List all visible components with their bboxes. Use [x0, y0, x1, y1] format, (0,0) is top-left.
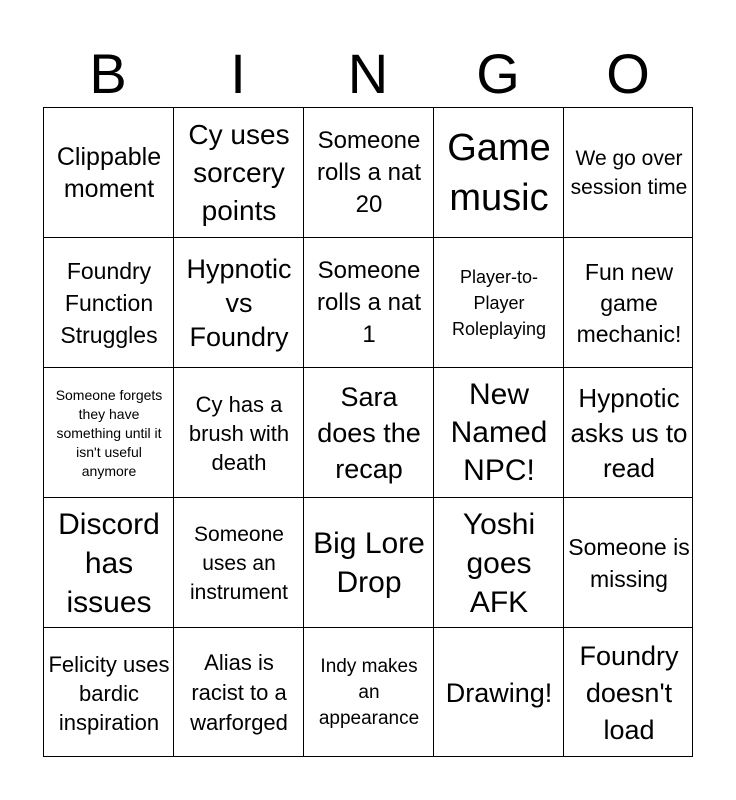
bingo-cell-text: Drawing! [445, 678, 553, 708]
bingo-cell-r1-c3[interactable] [304, 108, 434, 238]
bingo-cell-text: Cy uses sorcery points [188, 119, 290, 226]
bingo-cell-r5-c5[interactable] [564, 628, 694, 758]
bingo-cell-r2-c3[interactable] [304, 238, 434, 368]
bingo-cell-r2-c1[interactable] [44, 238, 174, 368]
bingo-cell-text: Big Lore Drop [313, 527, 425, 599]
bingo-cell-text: Someone is missing [568, 534, 690, 592]
bingo-cell-r5-c4[interactable] [434, 628, 564, 758]
bingo-cell-text: Game music [447, 127, 551, 219]
bingo-cell-text: Cy has a brush with death [188, 391, 290, 475]
bingo-cell-text: Foundry doesn't load [579, 640, 679, 745]
bingo-cell-r3-c4[interactable] [434, 368, 564, 498]
bingo-cell-text: Sara does the recap [317, 382, 421, 484]
bingo-cell-text: Fun new game mechanic! [576, 258, 682, 347]
bingo-cell-text: Someone rolls a nat 1 [316, 257, 422, 348]
bingo-cell-r3-c1[interactable] [44, 368, 174, 498]
bingo-cell-text: Someone rolls a nat 20 [316, 127, 422, 218]
bingo-cell-r1-c4[interactable] [434, 108, 564, 238]
bingo-cell-r4-c2[interactable] [174, 498, 304, 628]
header-letter-o: O [606, 42, 650, 105]
bingo-cell-r1-c2[interactable] [174, 108, 304, 238]
bingo-cell-text: Yoshi goes AFK [462, 507, 536, 619]
bingo-cell-text: New Named NPC! [450, 378, 548, 487]
bingo-cell-r5-c2[interactable] [174, 628, 304, 758]
bingo-cell-text: Hypnotic asks us to read [570, 382, 688, 483]
bingo-cell-text: Foundry Function Struggles [60, 258, 158, 348]
bingo-cell-r3-c3[interactable] [304, 368, 434, 498]
bingo-cell-r1-c5[interactable] [564, 108, 694, 238]
header-letter-i: I [230, 42, 246, 105]
bingo-cell-r4-c3[interactable] [304, 498, 434, 628]
bingo-cell-text: Hypnotic vs Foundry [186, 254, 292, 352]
bingo-cell-text: Indy makes an appearance [318, 656, 420, 729]
bingo-cell-text: Discord has issues [58, 507, 160, 619]
bingo-cell-text: Someone uses an instrument [189, 522, 289, 604]
bingo-cell-r4-c5[interactable] [564, 498, 694, 628]
bingo-cell-r4-c1[interactable] [44, 498, 174, 628]
bingo-cell-r5-c1[interactable] [44, 628, 174, 758]
bingo-cell-text: Someone forgets they have something until it isn't useful anymore [55, 386, 163, 479]
bingo-cell-r2-c2[interactable] [174, 238, 304, 368]
header-letter-b: B [89, 42, 127, 105]
bingo-cell-r3-c5[interactable] [564, 368, 694, 498]
bingo-card-grid [43, 107, 693, 757]
bingo-cell-r2-c5[interactable] [564, 238, 694, 368]
bingo-cell-text: Felicity uses bardic inspiration [48, 651, 170, 735]
header-letter-n: N [347, 42, 389, 105]
bingo-cell-text: Clippable moment [56, 143, 162, 203]
bingo-header [43, 40, 693, 108]
bingo-cell-r1-c1[interactable] [44, 108, 174, 238]
bingo-cell-text: Alias is racist to a warforged [190, 650, 288, 735]
bingo-cell-text: Player-to-Player Roleplaying [451, 267, 547, 339]
bingo-cell-text: We go over session time [570, 147, 688, 199]
header-letter-g: G [476, 42, 520, 105]
bingo-cell-r3-c2[interactable] [174, 368, 304, 498]
bingo-cell-r4-c4[interactable] [434, 498, 564, 628]
bingo-cell-r5-c3[interactable] [304, 628, 434, 758]
bingo-cell-r2-c4[interactable] [434, 238, 564, 368]
